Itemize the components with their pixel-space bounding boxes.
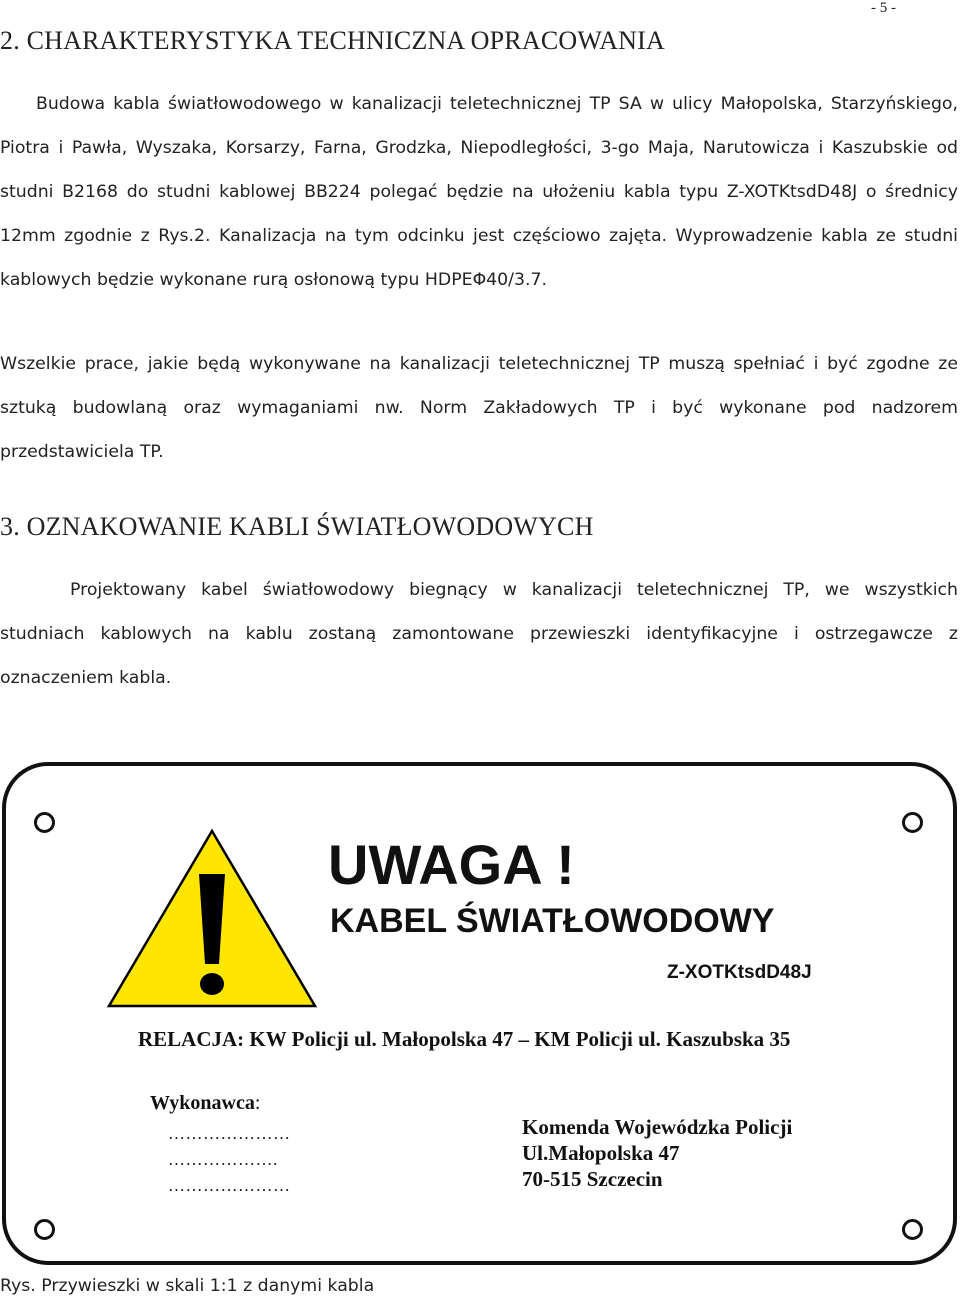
section-2-paragraph-1: Budowa kabla światłowodowego w kanalizacji teletechnicznej TP SA w ulicy Małopolska, Starzyńskiego, Piotra i Pawła, Wyszaka, Korsarzy, Farna, Grodzka, Niepodległości, 3-go Maja, Narutowicza i Kaszubskie od studni B2168 do studni kablowej BB224 polegać będzie na ułożeniu kabla typu Z-XOTKtsdD48J o średnicy 12mm zgodnie z Rys.2. Kanalizacja na tym odcinku jest częściowo zajęta. Wyprowadzenie kabla ze studni kablowych będzie wykonane rurą osłonową typu HDPEΦ40/3.7. bbox=[0, 94, 958, 290]
tag-contractor-label bbox=[150, 1092, 260, 1115]
tag-address-line-2: Ul.Małopolska 47 bbox=[522, 1141, 680, 1165]
tag-title: UWAGA ! bbox=[328, 833, 575, 896]
tag-address-line-3: 70-515 Szczecin bbox=[522, 1167, 663, 1191]
tag-relation: RELACJA: KW Policji ul. Małopolska 47 – KM Policji ul. Kaszubska 35 bbox=[138, 1027, 791, 1051]
tag-subtitle: KABEL ŚWIATŁOWODOWY bbox=[330, 902, 775, 940]
tag-contractor-line-1: ………………… bbox=[168, 1124, 291, 1143]
tag-hole-bottom-right bbox=[902, 1219, 923, 1240]
tag-hole-bottom-left bbox=[34, 1219, 55, 1240]
section-2-heading: 2. CHARAKTERYSTYKA TECHNICZNA OPRACOWANIA bbox=[0, 26, 665, 55]
tag-address-line-1: Komenda Wojewódzka Policji bbox=[522, 1115, 793, 1139]
figure-caption: Rys. Przywieszki w skali 1:1 z danymi kabla bbox=[0, 1276, 375, 1296]
tag-contractor-line-2: ………………. bbox=[168, 1150, 278, 1169]
tag-contractor-line-3: ………………… bbox=[168, 1176, 291, 1195]
section-2-paragraph-2: Wszelkie prace, jakie będą wykonywane na kanalizacji teletechnicznej TP muszą spełniać i być zgodne ze sztuką budowlaną oraz wymaganiami nw. Norm Zakładowych TP i być wykonane pod nadzorem przedstawiciela TP. bbox=[0, 354, 958, 462]
tag-hole-top-right bbox=[902, 812, 923, 833]
tag-cable-code: Z-XOTKtsdD48J bbox=[667, 962, 812, 983]
section-3-heading: 3. OZNAKOWANIE KABLI ŚWIATŁOWODOWYCH bbox=[0, 512, 594, 541]
warning-triangle-icon bbox=[104, 826, 320, 1010]
page-number: - 5 - bbox=[871, 0, 896, 16]
tag-contractor-colon: : bbox=[254, 1092, 261, 1114]
section-3-paragraph-1: Projektowany kabel światłowodowy biegnący w kanalizacji teletechnicznej TP, we wszystkich studniach kablowych na kablu zostaną zamontowane przewieszki identyfikacyjne i ostrzegawcze z oznaczeniem kabla. bbox=[0, 580, 958, 688]
tag-contractor-label-text: Wykonawca bbox=[150, 1092, 255, 1114]
tag-hole-top-left bbox=[34, 812, 55, 833]
